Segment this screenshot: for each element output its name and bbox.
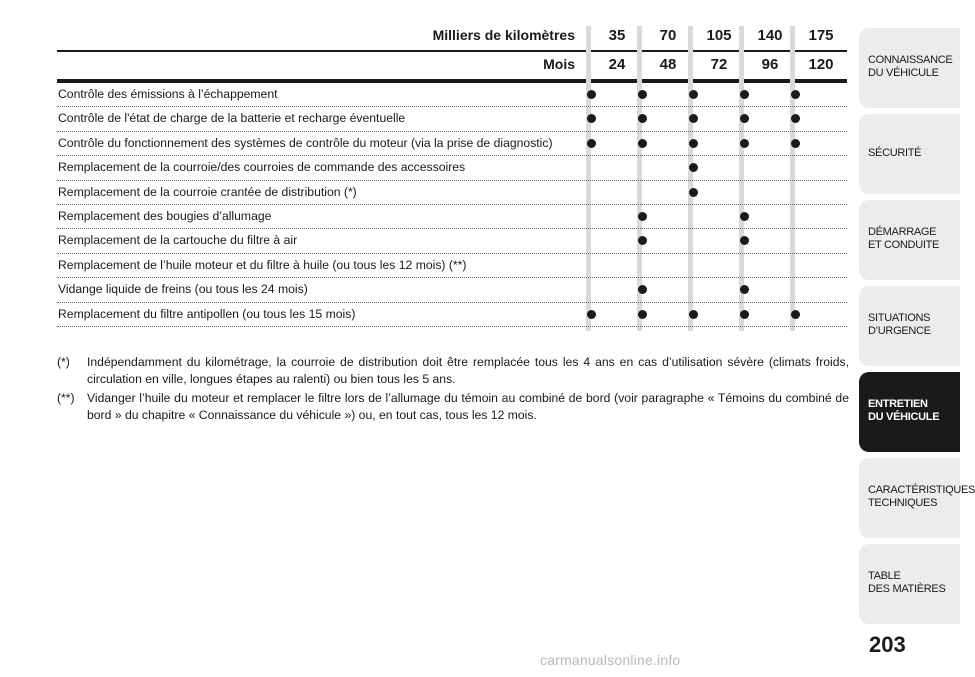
schedule-dot (740, 236, 749, 245)
schedule-dot (791, 310, 800, 319)
schedule-dot (638, 212, 647, 221)
chapter-tab-label-line2: DU VÉHICULE (868, 67, 939, 79)
schedule-dot (638, 285, 647, 294)
footnote (57, 390, 849, 424)
schedule-dot (740, 212, 749, 221)
schedule-dot (638, 90, 647, 99)
chapter-tab-label (868, 570, 946, 596)
schedule-dot (689, 163, 698, 172)
chapter-tab-label (868, 398, 939, 424)
chapter-tab-label-line1: SITUATIONS (868, 312, 931, 324)
schedule-dot (689, 114, 698, 123)
chapter-tab-label (868, 484, 975, 510)
chapter-tab[interactable] (859, 28, 960, 108)
chapter-tab-label-line1: ENTRETIEN (868, 398, 928, 410)
schedule-dot (791, 114, 800, 123)
table-row (57, 229, 847, 253)
chapter-tab-label-line2: DU VÉHICULE (868, 411, 940, 423)
table-row (57, 278, 847, 302)
row-label: Contrôle des émissions à l’échappement (58, 87, 278, 101)
table-row (57, 181, 847, 205)
footnote-marker: (*) (57, 355, 70, 369)
schedule-dot (740, 114, 749, 123)
chapter-tab-label-line1: CONNAISSANCE (868, 54, 953, 66)
chapter-tab[interactable] (859, 286, 960, 366)
schedule-dot (689, 139, 698, 148)
chapter-tab-label (868, 312, 931, 338)
footnotes (57, 354, 849, 426)
header-month-cell: 48 (659, 56, 677, 73)
schedule-dot (740, 90, 749, 99)
table-body (57, 83, 847, 327)
footnote (57, 354, 849, 388)
schedule-dot (587, 114, 596, 123)
header-km-cell: 35 (608, 27, 626, 44)
footnote-marker: (**) (57, 391, 75, 405)
row-label: Vidange liquide de freins (ou tous les 24 mois) (58, 282, 308, 297)
chapter-tab[interactable] (859, 458, 975, 538)
schedule-dot (587, 90, 596, 99)
row-label: Contrôle du fonctionnement des systèmes de contrôle du moteur (via la prise de diagnostic) (58, 135, 553, 150)
row-label: Remplacement de la cartouche du filtre à air (58, 233, 298, 248)
schedule-dot (689, 90, 698, 99)
table-row (57, 205, 847, 229)
schedule-dot (638, 310, 647, 319)
chapter-tab-label-line1: CARACTÉRISTIQUES (868, 484, 975, 496)
footnote-text: Indépendamment du kilométrage, la courroie de distribution doit être remplacée tous les 4 ans en cas d’utilisation sévère (climats froids, circulation en ville, longues étapes au ralenti) ou bien tous les 5 ans. (87, 355, 849, 386)
footnote-text: Vidanger l’huile du moteur et remplacer le filtre lors de l’allumage du témoin au combiné de bord (voir paragraphe « Témoins du combiné de bord » du chapitre « Connaissance du véhicule ») ou, en tout cas, tous les 12 mois. (87, 391, 849, 422)
row-label: Remplacement de la courroie/des courroies de commande des accessoires (58, 160, 466, 175)
header-row-kilometers (57, 24, 847, 50)
chapter-tab-label (868, 226, 939, 252)
schedule-dot (689, 188, 698, 197)
schedule-dot (638, 236, 647, 245)
header-months-label: Mois (543, 56, 575, 72)
chapter-tab[interactable] (859, 114, 960, 194)
row-label: Contrôle de l'état de charge de la batterie et recharge éventuelle (58, 111, 406, 126)
chapter-tab[interactable] (859, 544, 960, 624)
chapter-tab-label-line2: D’URGENCE (868, 325, 931, 337)
header-km-cell: 175 (808, 27, 834, 44)
table-row (57, 254, 847, 278)
chapter-tab-label-line1: DÉMARRAGE (868, 226, 937, 238)
schedule-dot (791, 139, 800, 148)
header-km-cell: 105 (706, 27, 732, 44)
schedule-dot (638, 139, 647, 148)
chapter-tab-label-line2: ET CONDUITE (868, 239, 940, 251)
header-km-label: Milliers de kilomètres (432, 27, 575, 43)
row-label: Remplacement des bougies d’allumage (58, 208, 272, 223)
schedule-dot (638, 114, 647, 123)
header-month-cell: 72 (710, 56, 728, 73)
schedule-dot (689, 310, 698, 319)
schedule-dot (587, 139, 596, 148)
page-number: 203 (869, 632, 906, 657)
schedule-dot (740, 285, 749, 294)
header-divider-thin (57, 50, 847, 52)
table-row (57, 132, 847, 156)
header-km-cell: 70 (659, 27, 677, 44)
table-row (57, 83, 847, 107)
chapter-tab-label-line1: SÉCURITÉ (868, 147, 922, 159)
chapter-tab[interactable] (859, 372, 960, 452)
chapter-tab-label-line1: TABLE (868, 570, 901, 582)
schedule-dot (791, 90, 800, 99)
chapter-tab[interactable] (859, 200, 960, 280)
row-label: Remplacement de la courroie crantée de distribution (*) (58, 184, 357, 199)
schedule-dot (740, 139, 749, 148)
row-label: Remplacement du filtre antipollen (ou tous les 15 mois) (58, 306, 356, 321)
header-km-cell: 140 (757, 27, 783, 44)
maintenance-schedule-table (57, 24, 847, 321)
chapter-tab-label-line2: TECHNIQUES (868, 497, 938, 509)
row-label: Remplacement de l’huile moteur et du filtre à huile (ou tous les 12 mois) (**) (58, 257, 467, 272)
chapter-tab-label (868, 54, 952, 80)
schedule-dot (587, 310, 596, 319)
header-month-cell: 96 (761, 56, 779, 73)
watermark: carmanualsonline.info (540, 652, 681, 668)
chapter-tab-label (868, 147, 921, 160)
header-month-cell: 120 (808, 56, 834, 73)
table-row (57, 107, 847, 131)
table-row (57, 303, 847, 327)
chapter-tab-label-line2: DES MATIÈRES (868, 583, 946, 595)
header-month-cell: 24 (608, 56, 626, 73)
table-row (57, 156, 847, 180)
schedule-dot (740, 310, 749, 319)
header-row-months (57, 53, 847, 79)
